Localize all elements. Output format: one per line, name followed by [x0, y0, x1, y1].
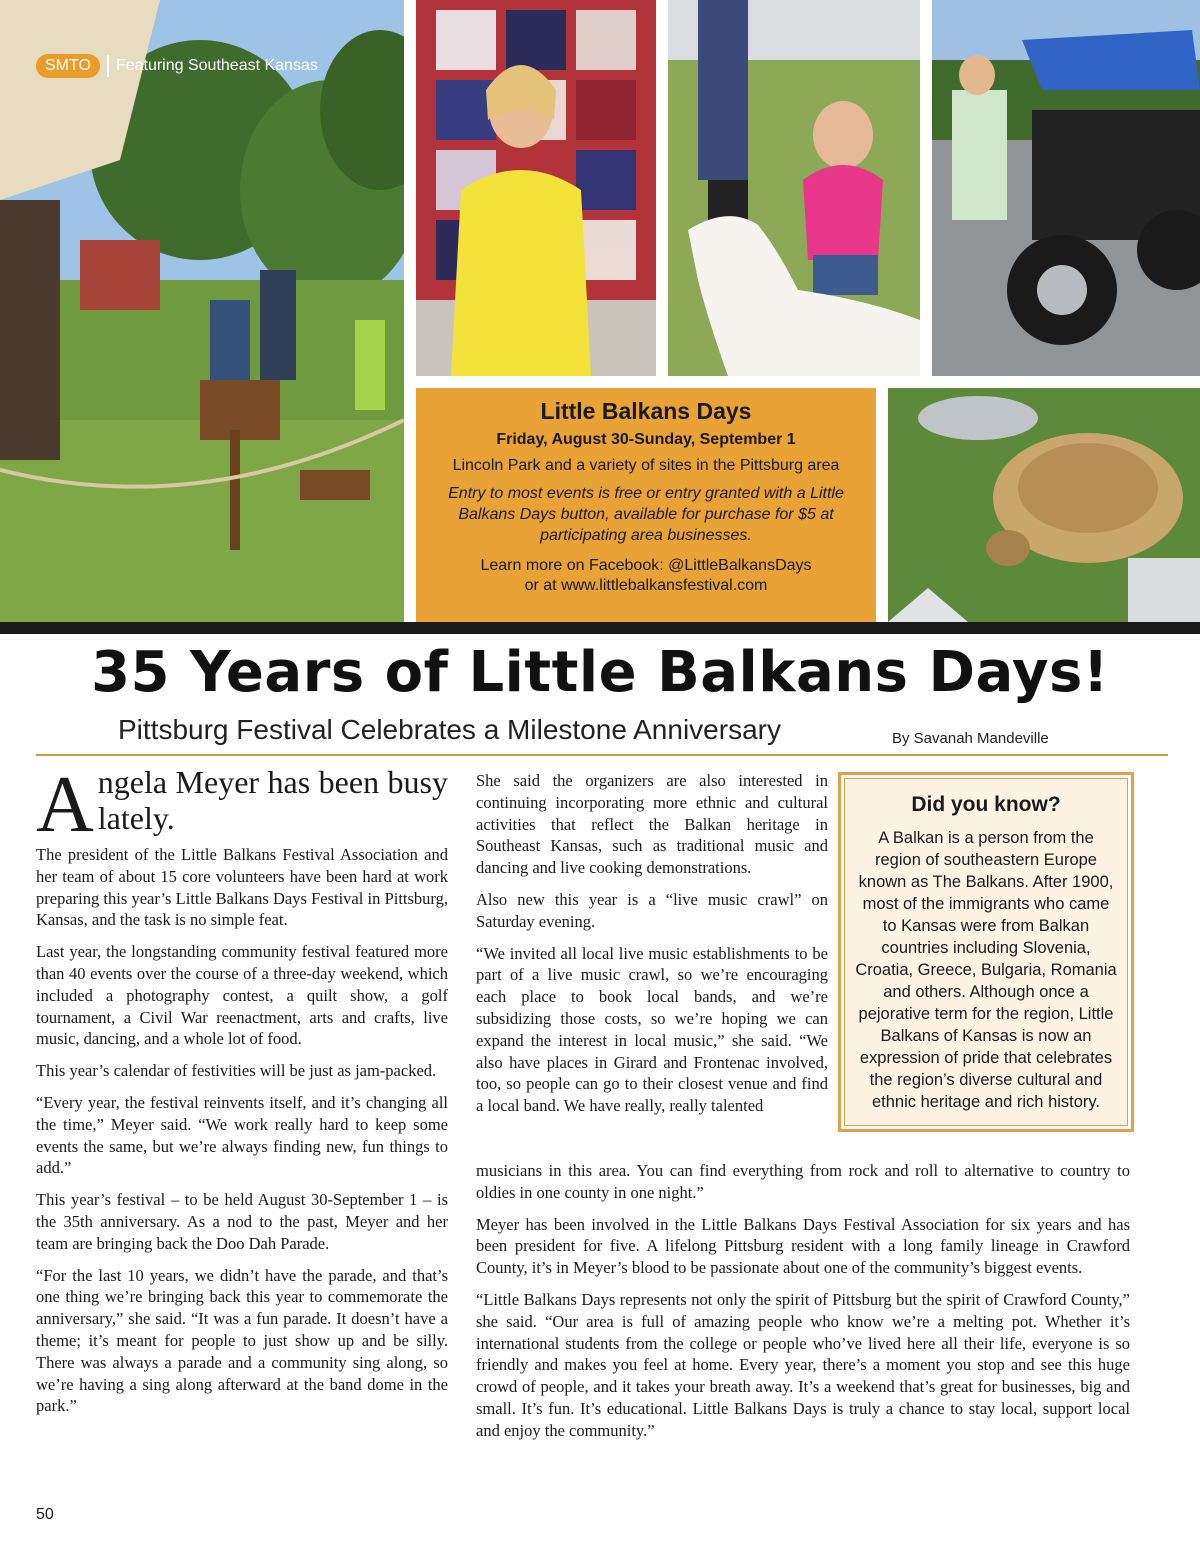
event-location: Lincoln Park and a variety of sites in the Pittsburg area: [452, 457, 840, 474]
did-you-know-sidebar: [838, 772, 1134, 1132]
section-divider: [107, 55, 109, 77]
event-learn-more: [416, 556, 876, 596]
photo-quilt-show: [416, 0, 656, 376]
article-headline: 35 Years of Little Balkans Days!: [91, 640, 1109, 705]
paragraph: “For the last 10 years, we didn’t have the parade, and that’s one thing we’re bringing back this year to commemorate the anniversary,” she said. “It was a fun parade. It doesn’t have a theme; it’s meant for people to just show up and be silly. There was always a parade and a community sing along, so we’re having a sing along afterward at the band dome in the park.”: [36, 1265, 448, 1416]
sidebar-body: A Balkan is a person from the region of southeastern Europe known as The Balkans. After 1900, most of the immigrants who came to Kansas were from Balkan countries including Slovenia, Croatia, Greece, Bulgaria, Romania and others. Although once a pejorative term for the region, Little Balkans of Kansas is now an expression of pride that celebrates the region’s diverse cultural and ethnic heritage and rich history.: [855, 829, 1117, 1111]
event-facebook-line: Learn more on Facebook: @LittleBalkansDays: [480, 557, 812, 574]
section-pill: SMTO: [36, 54, 100, 78]
photo-alpaca: [668, 0, 920, 376]
headline-rule: [36, 754, 1168, 756]
sidebar-title: Did you know?: [911, 793, 1061, 816]
section-tag: [36, 52, 318, 80]
paragraph: This year’s festival – to be held August 30-September 1 – is the 35th anniversary. As a nod to the past, Meyer and her team are bringing back the Doo Dah Parade.: [36, 1190, 448, 1253]
event-entry-info: Entry to most events is free or entry granted with a Little Balkans Days button, available for purchase for $5 at participating area businesses.: [448, 485, 844, 544]
section-label: Featuring Southeast Kansas: [115, 57, 318, 74]
paragraph: She said the organizers are also interested in continuing incorporating more ethnic and cultural activities that reflect the Balkan heritage in Southeast Kansas, such as traditional music and dancing and live cooking demonstrations.: [476, 771, 828, 878]
photo-hot-rod: [932, 0, 1200, 376]
article-column-middle: [476, 770, 828, 1117]
drop-cap: A: [36, 761, 94, 849]
event-title: Little Balkans Days: [540, 398, 752, 424]
header-divider-bar: [0, 622, 1200, 634]
event-info-box: [416, 388, 876, 622]
paragraph: The president of the Little Balkans Festival Association and her team of about 15 core volunteers have been hard at work preparing this year’s Little Balkans Days Festival in Pittsburg, Kansas, and the task is no simple feat.: [36, 845, 448, 930]
article-column-left: [36, 761, 448, 1427]
paragraph: “Little Balkans Days represents not only the spirit of Pittsburg but the spirit of Crawford County,” she said. “Our area is full of amazing people who know we’re a melting pot. Whether it’s international students from the college or people who’ve lived here all their life, everyone is so friendly and makes you feel at home. Every year, there’s a moment you stop and see this huge crowd of people, and it takes your breath away. It’s a weekend that’s great for businesses, big and small. It’s fun. It’s educational. Little Balkans Days is truly a chance to stay local, support local and enjoy the community.”: [476, 1289, 1130, 1440]
paragraph: This year’s calendar of festivities will be just as jam-packed.: [36, 1061, 437, 1081]
page-number: 50: [36, 1506, 54, 1523]
article-lede: [36, 761, 448, 849]
paragraph: Also new this year is a “live music crawl” on Saturday evening.: [476, 889, 828, 931]
article-byline: By Savanah Mandeville: [892, 730, 1049, 747]
photo-tortoise: [888, 388, 1200, 622]
paragraph: Last year, the longstanding community festival featured more than 40 events over the course of a three-day weekend, which included a photography contest, a quilt show, a golf tournament, a Civil War reenactment, arts and crafts, live music, dancing, and a whole lot of food.: [36, 942, 448, 1049]
photo-reenactment: [0, 0, 404, 622]
paragraph: “We invited all local live music establishments to be part of a live music crawl, so we’re encouraging each place to book local bands, and we’re subsidizing those costs, so we’re hoping we can expand the interest in local music,” she said. “We also have places in Girard and Frontenac involved, too, so people can go to their closest venue and find a local band. We have really, really talented: [476, 943, 828, 1116]
article-subhead: Pittsburg Festival Celebrates a Milestone Anniversary: [118, 714, 781, 745]
event-dates: Friday, August 30-Sunday, September 1: [496, 431, 796, 448]
paragraph: musicians in this area. You can find everything from rock and roll to alternative to country to oldies in one county in one night.”: [476, 1161, 1130, 1202]
sidebar-panel: [844, 778, 1128, 1126]
paragraph: “Every year, the festival reinvents itself, and it’s changing all the time,” Meyer said. “We work really hard to keep some events the same, but we’re always finding new, fun things to add.”: [36, 1092, 448, 1178]
article-column-bottom: [476, 1160, 1130, 1452]
paragraph: Meyer has been involved in the Little Balkans Days Festival Association for six years and has been president for five. A lifelong Pittsburg resident with a long family lineage in Crawford County, it’s in Meyer’s blood to be passionate about one of the community’s biggest events.: [476, 1214, 1130, 1278]
event-website-line: or at www.littlebalkansfestival.com: [524, 577, 768, 594]
lede-text: ngela Meyer has been busy lately.: [97, 764, 448, 836]
